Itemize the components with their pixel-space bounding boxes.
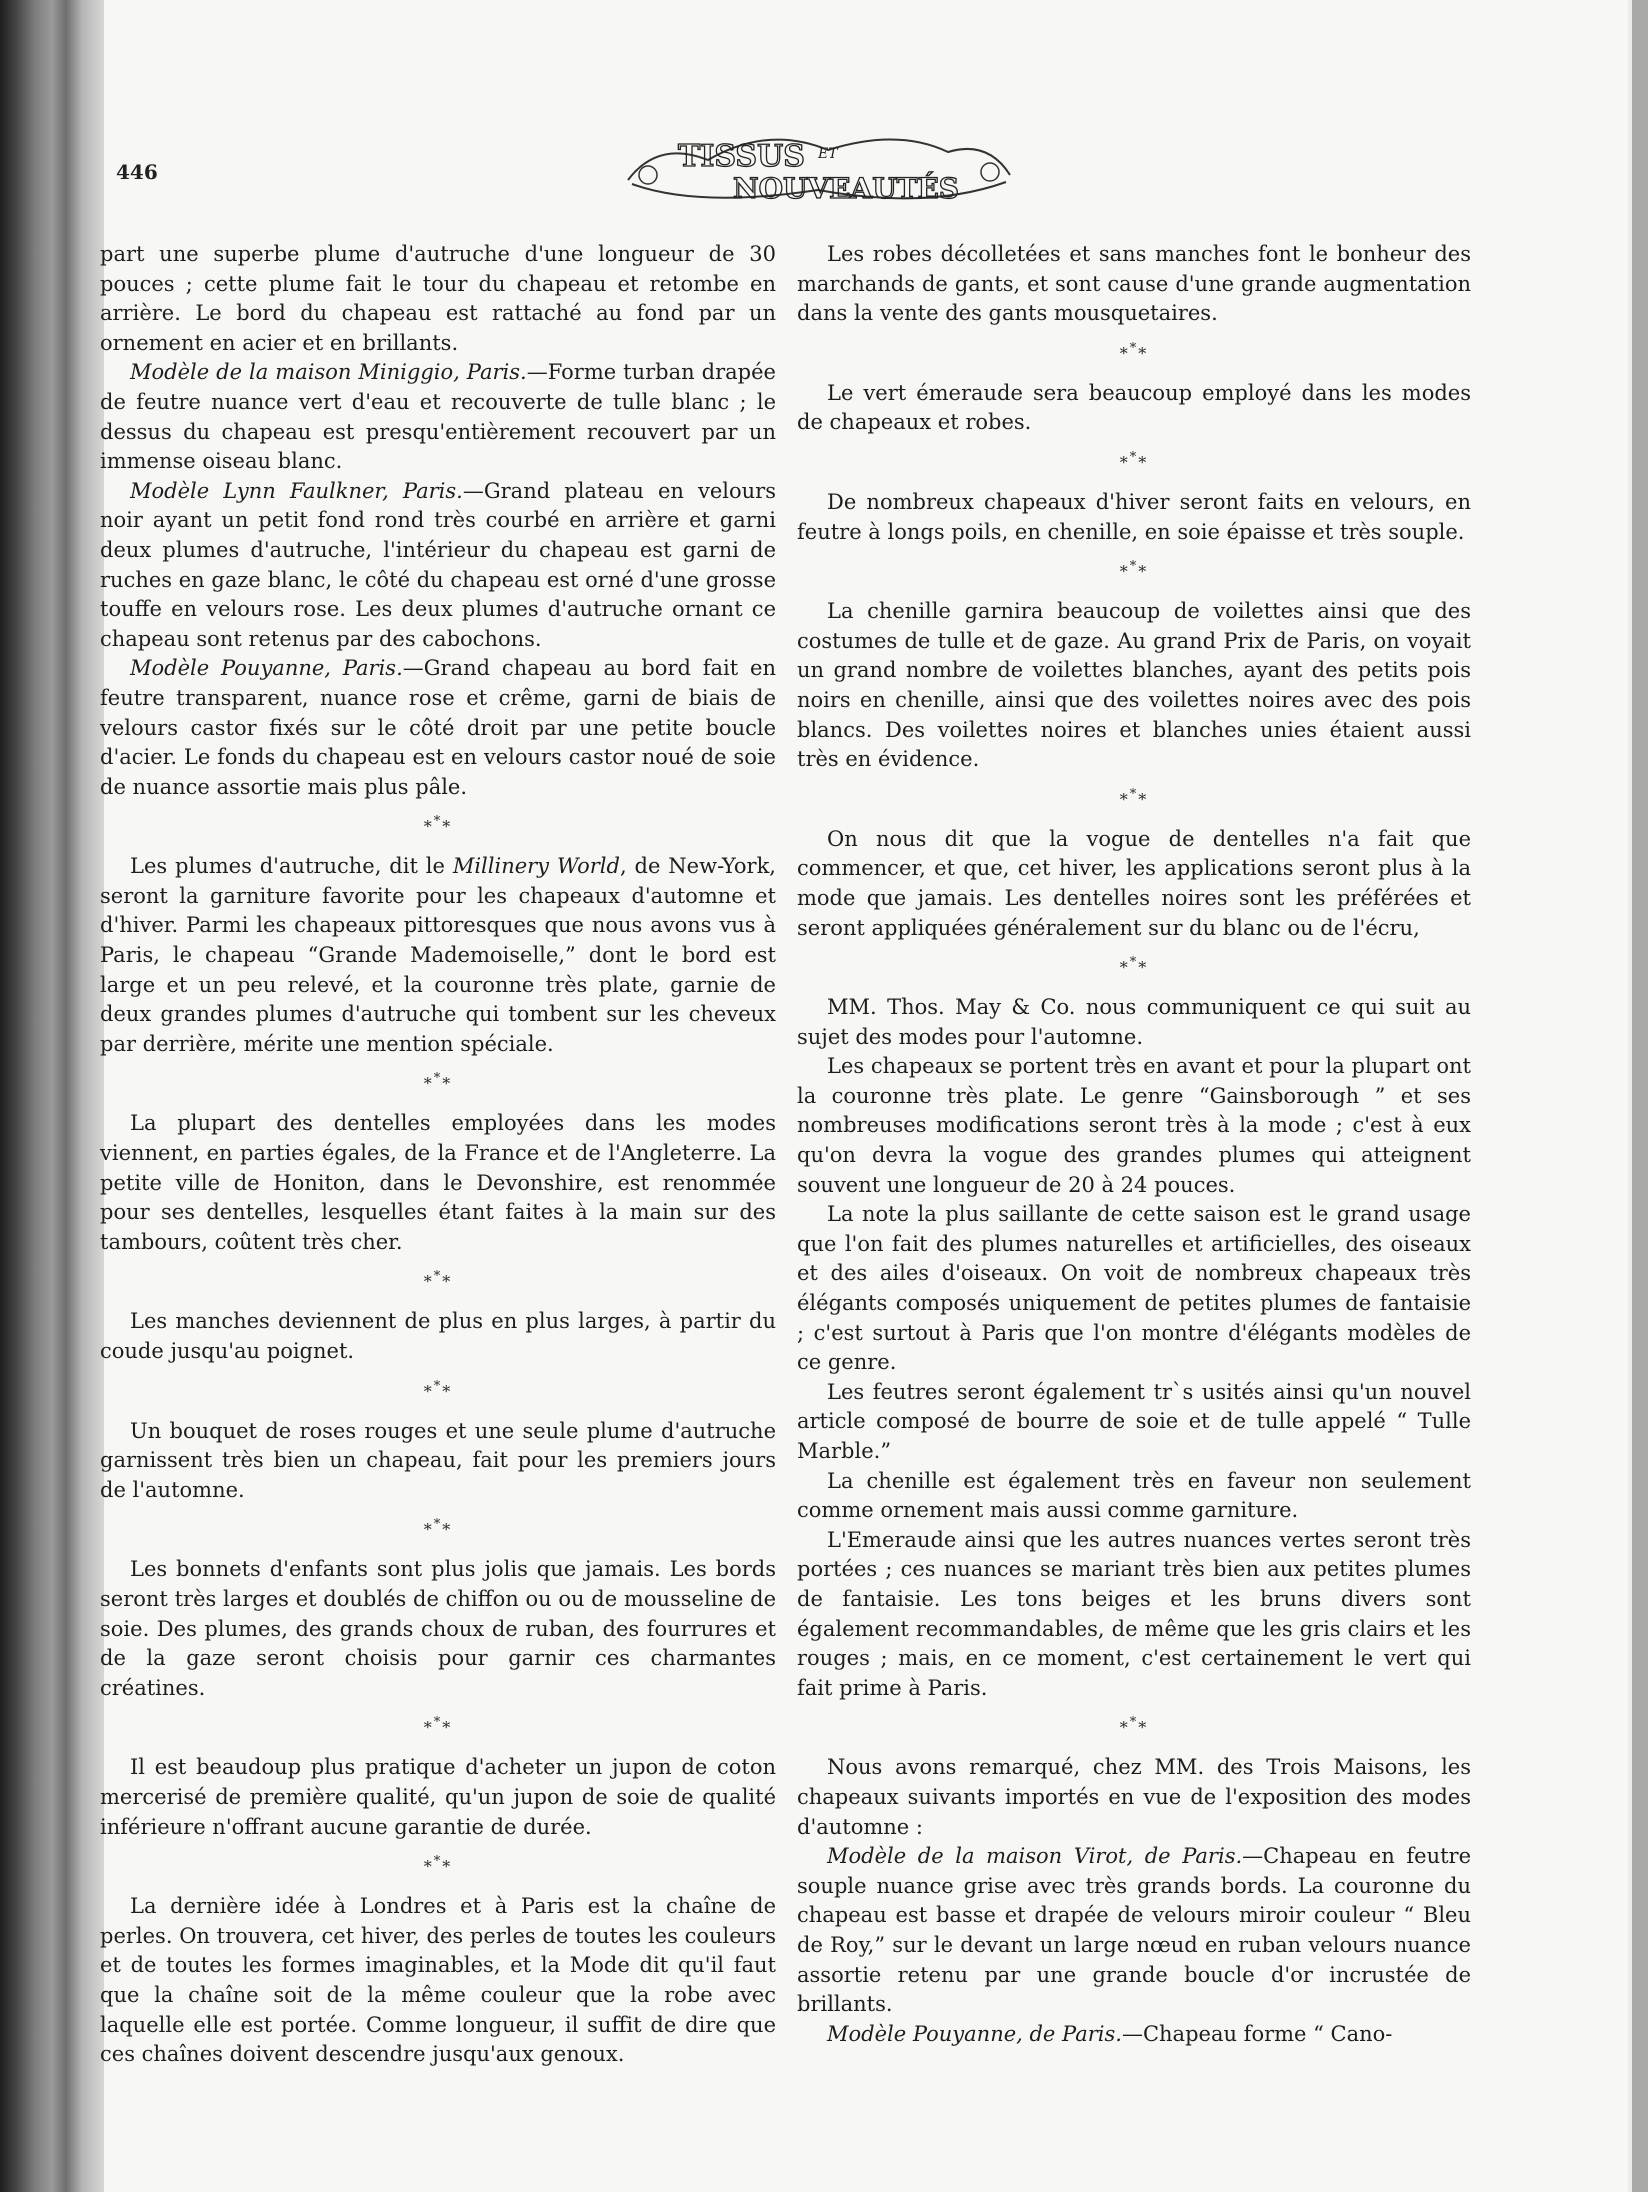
left-paragraph-6: La plupart des dentelles employées dans les modes viennent, en parties égales, de la France et de l'Angleterre. La petite ville de Honiton, dans le Devonshire, est renommée pour ses dentelles, lesquelles étant faites à la main sur des tambours, coûtent très cher. [100,1111,776,1254]
asterism-separator: *** [423,1517,453,1540]
left-paragraph-4 [100,654,776,802]
left-paragraph-9: Les bonnets d'enfants sont plus jolis que jamais. Les bords seront très larges et doublés de chiffon ou ou de mousseline de soie. Des plumes, des grands choux de ruban, des fourrures et de la gaze seront choisis pour garnir ces charmantes créatines. [100,1557,776,1700]
right-column [797,240,1471,2049]
model-description: —Chapeau forme “ Cano- [1121,2021,1393,2046]
model-title: Modèle Pouyanne, Paris. [130,656,403,681]
right-paragraph-2: Le vert émeraude sera beaucoup employé dans les modes de chapeaux et robes. [797,380,1471,435]
masthead-word-1: TISSUS [678,139,805,174]
asterism-separator: *** [1119,1715,1149,1738]
asterism-separator: *** [1119,955,1149,978]
asterism-separator: *** [423,1854,453,1877]
right-paragraph-5: On nous dit que la vogue de dentelles n'a fait que commencer, et que, cet hiver, les applications seront plus à la mode que jamais. Les dentelles noires sont les préférées et seront appliquées généralement sur du blanc ou de l'écru, [797,826,1471,940]
left-paragraph-10: Il est beaudoup plus pratique d'acheter un jupon de coton mercerisé de première qualité, qu'un jupon de soie de qualité inférieure n'offrant aucune garantie de durée. [100,1755,776,1839]
asterism-separator: *** [1119,340,1149,363]
left-paragraph-3 [100,477,776,655]
left-paragraph-2 [100,358,776,476]
right-paragraph-4: La chenille garnira beaucoup de voilettes ainsi que des costumes de tulle et de gaze. Au grand Prix de Paris, on voyait un grand nombre de voilettes blanches, ayant des petits pois noirs en chenille, ainsi que des voilettes noires avec des pois blancs. Des voilettes noires et blanches unies étaient aussi très en évidence. [797,599,1471,772]
model-description: —Grand chapeau au bord fait en feutre transparent, nuance rose et crême, garni de biais de velours castor fixés sur le côté droit par une petite boucle d'acier. Le fonds du chapeau est en velours castor noué de soie de nuance assortie mais plus pâle. [100,656,776,799]
right-paragraph-1: Les robes décolletées et sans manches font le bonheur des marchands de gants, et sont cause d'une grande augmentation dans la vente des gants mousquetaires. [797,242,1471,326]
model-title: Modèle Pouyanne, de Paris. [827,2021,1122,2046]
right-paragraph-13 [797,1842,1471,2020]
book-spine [0,0,104,2192]
right-paragraph-14 [797,2020,1471,2050]
model-description: —Chapeau en feutre souple nuance grise avec très grands bords. La couronne du chapeau est basse et drapée de velours miroir couleur “ Bleu de Roy,” sur le devant un large nœud en ruban velours nuance assortie retenu par une grande boucle d'or incrustée de brillants. [797,1844,1471,2017]
asterism-separator: *** [423,1269,453,1292]
asterism-separator: *** [423,1378,453,1401]
right-paragraph-10: La chenille est également très en faveur non seulement comme ornement mais aussi comme garniture. [797,1468,1471,1523]
page-number: 446 [116,160,158,184]
masthead-word-2: ET [818,146,838,162]
asterism-separator: *** [423,1715,453,1738]
right-paragraph-7: Les chapeaux se portent très en avant et pour la plupart ont la couronne très plate. Le genre “Gainsborough ” et ses nombreuses modifications seront très à la mode ; c'est à eux qu'on devra la vogue des grandes plumes qui atteignent souvent une longueur de 20 à 24 pouces. [797,1054,1471,1197]
page-edge [1632,0,1648,2192]
model-title: Modèle Lynn Faulkner, Paris. [130,478,463,503]
left-paragraph-8: Un bouquet de roses rouges et une seule plume d'autruche garnissent très bien un chapeau, fait pour les premiers jours de l'automne. [100,1418,776,1502]
model-description: —Forme turban drapée de feutre nuance vert d'eau et recouverte de tulle blanc ; le dessus du chapeau est presqu'entièrement recouvert par un immense oiseau blanc. [100,360,776,474]
model-title: Modèle de la maison Miniggio, Paris. [130,360,527,385]
right-paragraph-6: MM. Thos. May & Co. nous communiquent ce qui suit au sujet des modes pour l'automne. [797,995,1471,1049]
asterism-separator: *** [1119,786,1149,809]
publication-title: Millinery World [452,854,620,879]
masthead-logo-svg [618,120,1018,212]
right-paragraph-12: Nous avons remarqué, chez MM. des Trois Maisons, les chapeaux suivants importés en vue de l'exposition des modes d'automne : [797,1755,1471,1839]
left-paragraph-5: Les plumes d'autruche, dit le Millinery World, de New-York, seront la garniture favorite pour les chapeaux d'automne et d'hiver. Parmi les chapeaux pittoresques que nous avons vus à Paris, le chapeau “Grande Mademoiselle,” dont le bord est large et un peu relevé, et la couronne très plate, garnie de deux grandes plumes d'autruche qui tombent sur les cheveux par derrière, mérite une mention spéciale. [100,854,776,1056]
left-paragraph-1: part une superbe plume d'autruche d'une longueur de 30 pouces ; cette plume fait le tour du chapeau et retombe en arrière. Le bord du chapeau est rattaché au fond par un ornement en acier et en brillants. [100,242,776,355]
left-column [100,240,776,2070]
right-paragraph-3: De nombreux chapeaux d'hiver seront faits en velours, en feutre à longs poils, en chenille, en soie épaisse et très souple. [797,489,1471,544]
right-paragraph-8: La note la plus saillante de cette saison est le grand usage que l'on fait des plumes naturelles et artificielles, des oiseaux et des ailes d'oiseaux. On voit de nombreux chapeaux très élégants composés uniquement de petites plumes de fantaisie ; c'est surtout à Paris que l'on montre d'élégants modèles de ce genre. [797,1202,1471,1375]
left-paragraph-11: La dernière idée à Londres et à Paris est la chaîne de perles. On trouvera, cet hiver, des perles de toutes les couleurs et de toutes les formes imaginables, et la Mode dit qu'il faut que la chaîne soit de la même couleur que la robe avec laquelle elle est portée. Comme longueur, il suffit de dire que ces chaînes doivent descendre jusqu'aux genoux. [100,1894,776,2067]
right-paragraph-9: Les feutres seront également tr`s usités ainsi qu'un nouvel article composé de bourre de soie et de tulle appelé “ Tulle Marble.” [797,1379,1471,1463]
asterism-separator: *** [423,1071,453,1094]
masthead-logo [618,120,1018,212]
asterism-separator: *** [1119,559,1149,582]
asterism-separator: *** [423,814,453,837]
masthead-word-3: NOUVEAUTÉS [733,172,960,205]
right-paragraph-11: L'Emeraude ainsi que les autres nuances vertes seront très portées ; ces nuances se mariant très bien aux petites plumes de fantaisie. Les tons beiges et les bruns divers sont également recommandables, de même que les gris clairs et les rouges ; mais, en ce moment, c'est certainement le vert qui fait prime à Paris. [797,1527,1471,1700]
left-paragraph-7: Les manches deviennent de plus en plus larges, à partir du coude jusqu'au poignet. [100,1309,776,1363]
model-title: Modèle de la maison Virot, de Paris. [827,1844,1243,1869]
asterism-separator: *** [1119,449,1149,472]
model-description: —Grand plateau en velours noir ayant un petit fond rond très courbé en arrière et garni deux plumes d'autruche, l'intérieur du chapeau est garni de ruches en gaze blanc, le côté du chapeau est orné d'une grosse touffe en velours rose. Les deux plumes d'autruche ornant ce chapeau sont retenus par des cabochons. [100,478,776,651]
